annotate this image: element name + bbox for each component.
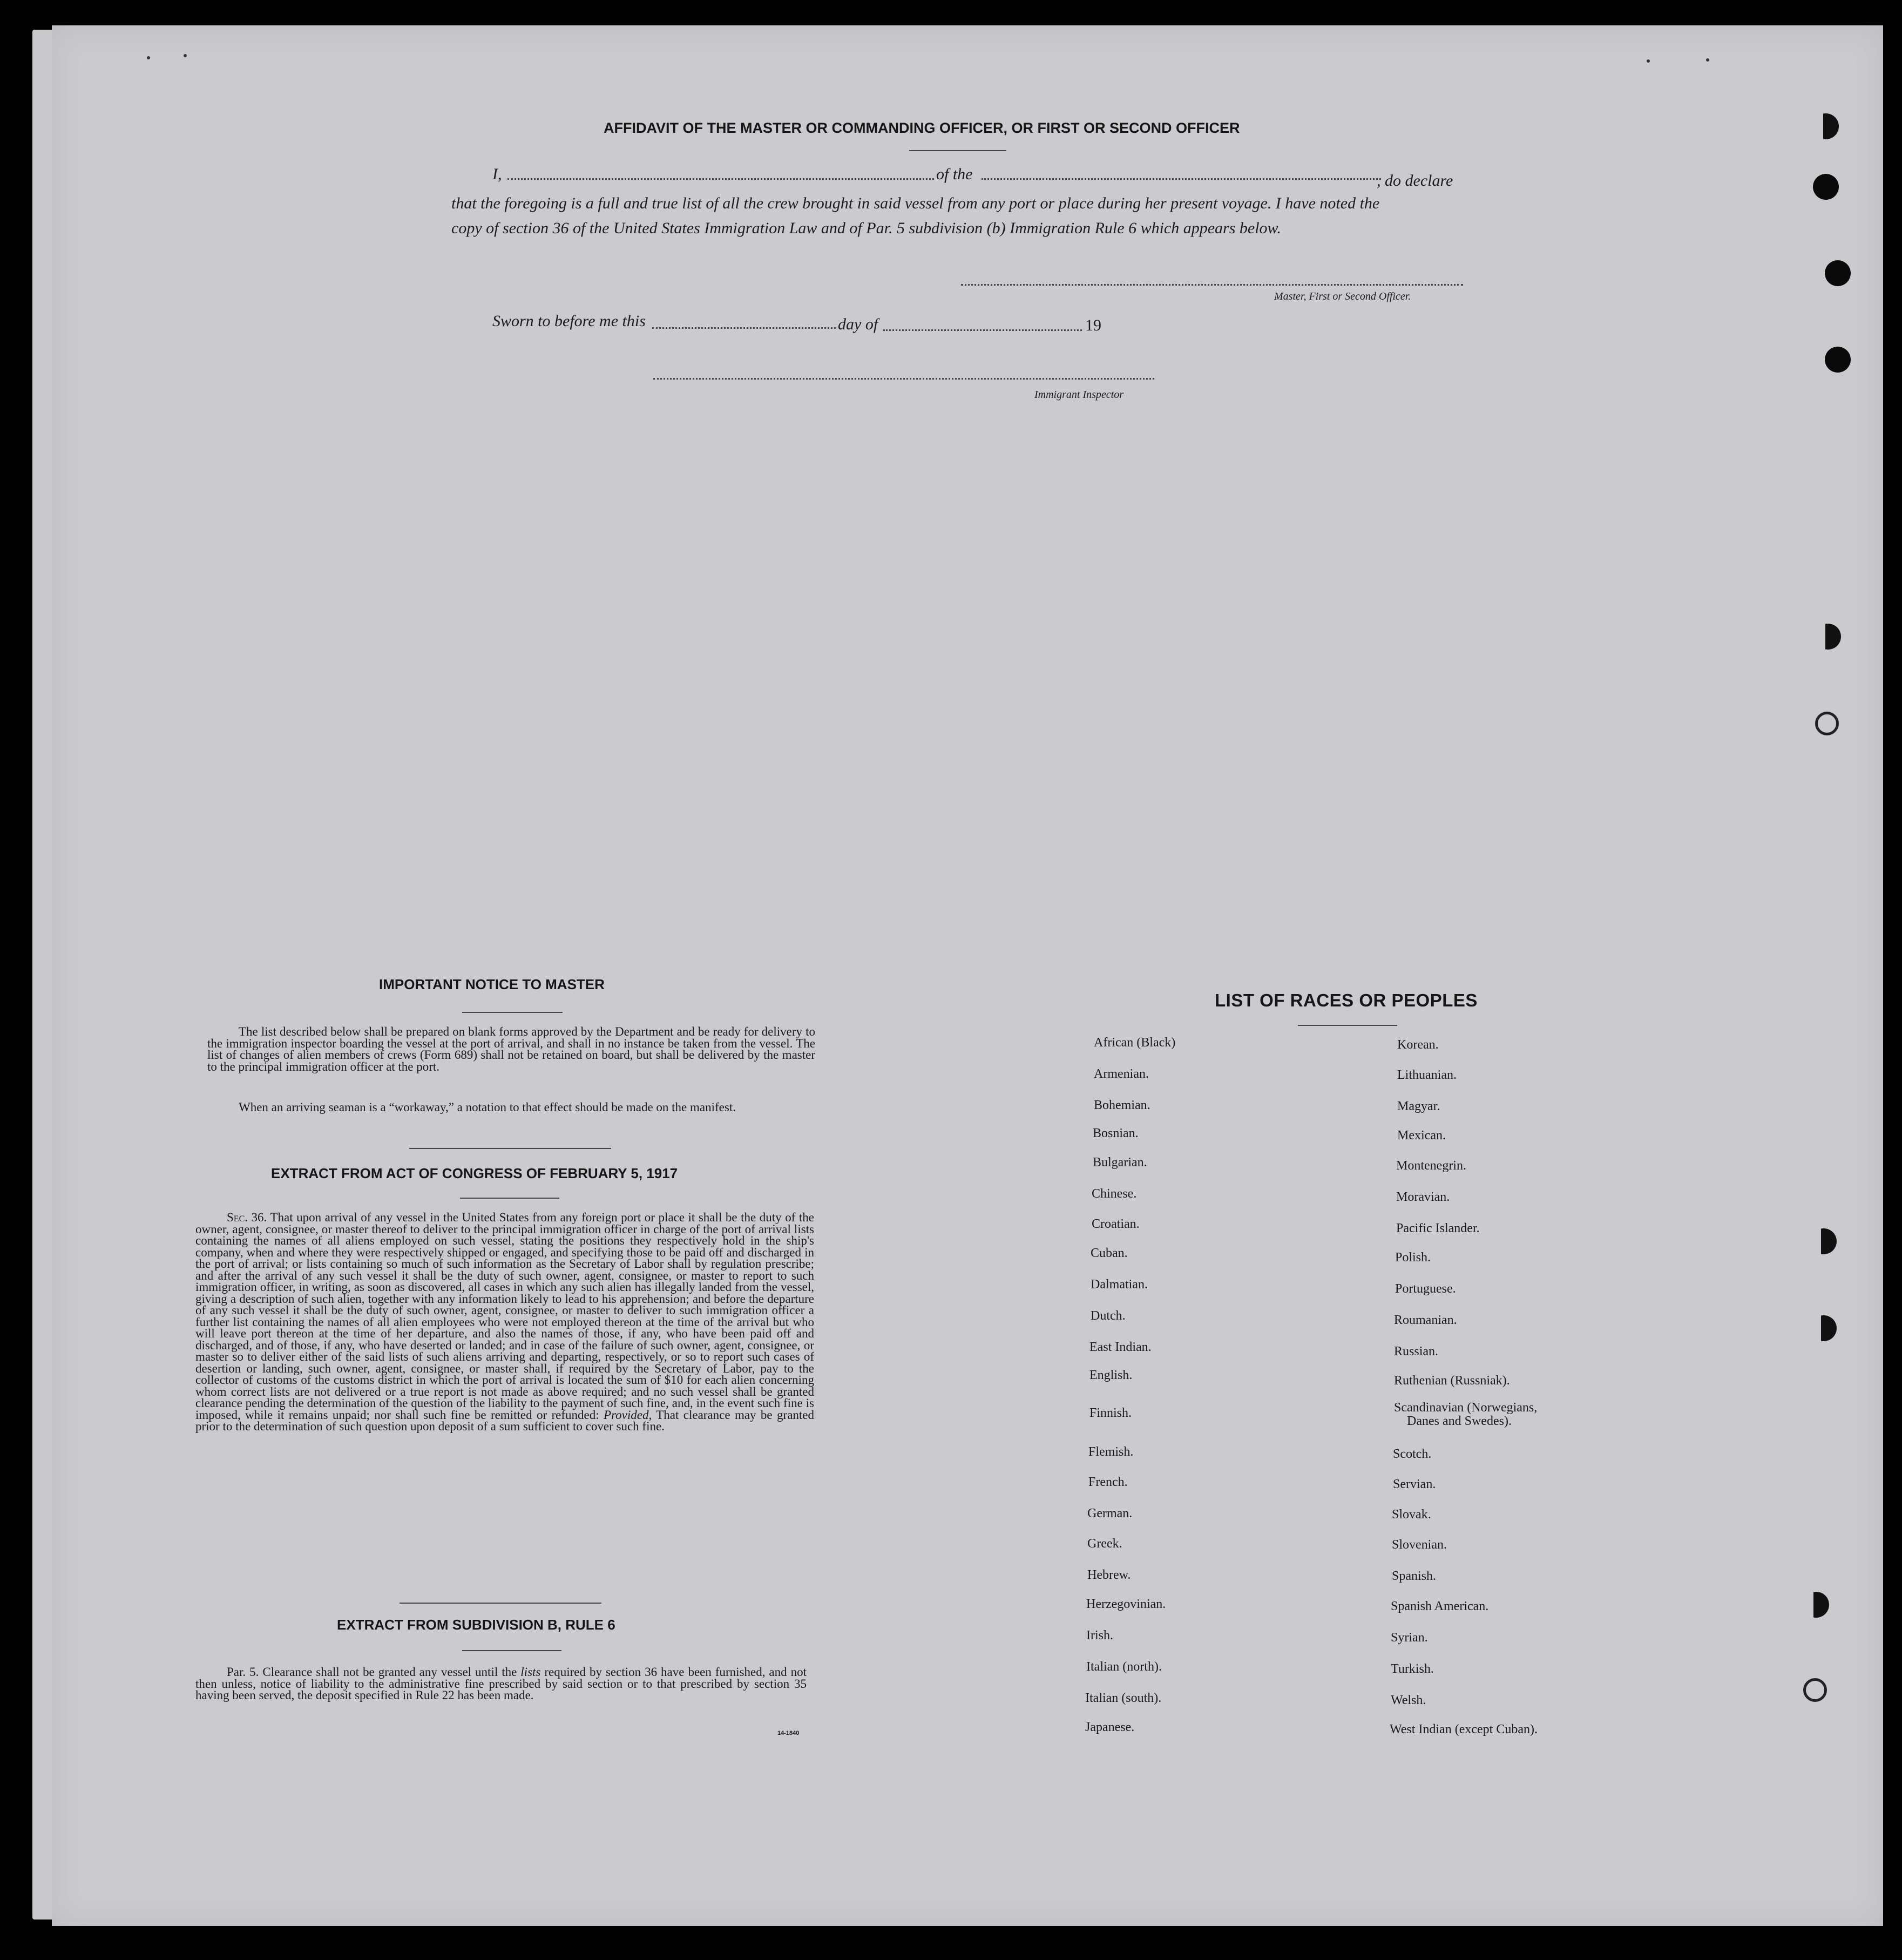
race-list-item: Italian (north). xyxy=(1086,1660,1162,1674)
race-list-item: Moravian. xyxy=(1396,1190,1450,1204)
race-list-item: Russian. xyxy=(1394,1344,1439,1359)
divider xyxy=(400,1603,601,1604)
affiant-label: I, xyxy=(492,165,502,183)
sworn-month-line xyxy=(883,329,1082,331)
rule6-lists-word: lists xyxy=(520,1665,541,1679)
affidavit-title: AFFIDAVIT OF THE MASTER OR COMMANDING OFFICER, OR FIRST OR SECOND OFFICER xyxy=(604,120,1240,136)
speck xyxy=(147,56,150,59)
race-list-item: Hebrew. xyxy=(1087,1568,1131,1582)
race-list-item: Pacific Islander. xyxy=(1396,1221,1480,1235)
race-list-item: Chinese. xyxy=(1092,1187,1137,1201)
speck xyxy=(1647,59,1650,63)
race-list-item: Portuguese. xyxy=(1395,1282,1456,1296)
speck xyxy=(184,54,187,57)
race-list-item: German. xyxy=(1087,1506,1133,1520)
master-signature-line xyxy=(961,284,1463,286)
binder-hole xyxy=(1803,1592,1829,1618)
rule6-text: Par. 5. Clearance shall not be granted any vessel until the xyxy=(227,1665,517,1679)
race-list-item: Turkish. xyxy=(1391,1662,1434,1676)
race-list-item: Finnish. xyxy=(1089,1406,1132,1420)
race-list-item: Armenian. xyxy=(1094,1067,1149,1081)
race-list-item: Scotch. xyxy=(1393,1447,1432,1461)
master-signature-label: Master, First or Second Officer. xyxy=(1274,290,1411,302)
notice-title: IMPORTANT NOTICE TO MASTER xyxy=(379,976,605,992)
race-list-item: Spanish. xyxy=(1392,1569,1437,1583)
race-list-item: Slovak. xyxy=(1392,1508,1431,1522)
binder-hole xyxy=(1803,1678,1827,1702)
race-list-item: Dutch. xyxy=(1091,1309,1126,1323)
race-list-item: Polish. xyxy=(1395,1251,1431,1265)
race-list-item: Japanese. xyxy=(1085,1720,1135,1734)
sworn-day-line xyxy=(652,327,836,329)
race-list-item: West Indian (except Cuban). xyxy=(1390,1722,1538,1736)
race-list-item: Servian. xyxy=(1393,1477,1436,1491)
race-list-item: African (Black) xyxy=(1094,1036,1176,1050)
race-list-item: Bohemian. xyxy=(1094,1098,1150,1112)
race-list-item: Montenegrin. xyxy=(1396,1159,1466,1173)
race-list-item: Herzegovinian. xyxy=(1086,1597,1166,1611)
race-list-item: French. xyxy=(1088,1475,1128,1489)
race-list-item: Scandinavian (Norwegians, xyxy=(1394,1401,1538,1415)
race-list-item: Spanish American. xyxy=(1391,1599,1489,1613)
binder-hole xyxy=(1815,712,1839,735)
race-list-item: Korean. xyxy=(1397,1038,1439,1052)
act-section-text-end: That clearance may be granted prior to the determination of such question upon deposit of a sum sufficient to cover such fine. xyxy=(195,1408,814,1433)
race-list-item: Mexican. xyxy=(1397,1128,1446,1143)
act-title: EXTRACT FROM ACT OF CONGRESS OF FEBRUARY 5, 1917 xyxy=(271,1165,678,1181)
race-list-item: Ruthenian (Russniak). xyxy=(1394,1374,1510,1388)
race-list-item: Danes and Swedes). xyxy=(1407,1414,1512,1428)
binder-hole xyxy=(1825,347,1851,373)
race-list-item: Croatian. xyxy=(1092,1217,1140,1231)
document-page xyxy=(52,25,1883,1926)
races-title: LIST OF RACES OR PEOPLES xyxy=(1215,990,1478,1010)
sworn-label: Sworn to before me this xyxy=(492,312,646,330)
race-list-item: Slovenian. xyxy=(1392,1538,1447,1552)
rule6-text-end: required by section 36 have been furnished, and not then unless, notice of liability to the administrative fine prescribed by said section or to that prescribed by section 35 having been served, the deposit specified in Rule 22 has been made. xyxy=(195,1665,807,1702)
inspector-label: Immigrant Inspector xyxy=(1034,389,1123,401)
race-list-item: Syrian. xyxy=(1391,1631,1428,1645)
race-list-item: Welsh. xyxy=(1391,1693,1426,1707)
notice-paragraph-2-text: When an arriving seaman is a “workaway,” a notation to that effect should be made on the manifest. xyxy=(239,1100,736,1114)
binder-hole xyxy=(1811,1315,1837,1341)
binder-hole xyxy=(1813,174,1839,200)
act-provided-word: Provided, xyxy=(604,1408,652,1422)
divider xyxy=(909,150,1006,151)
act-section-text: That upon arrival of any vessel in the United States from any foreign port or place it shall be the duty of the owner, agent, consignee, or master thereof to deliver to the principal immigration officer in charge of the port of arrival lists containing the names of all aliens employed on such vessel, stating the positions they respectively hold in the ship's company, when and where they were respectively shipped or engaged, and specifying those to be paid off and discharged in the port of arrival; or lists containing so much of such information as the Secretary of Labor shall by regulation prescribe; and after the arrival of any such vessel it shall be the duty of such owner, agent, consignee, or master to report to such immigration officer, in writing, as soon as discovered, all cases in which any such alien has illegally landed from the vessel, giving a description of such alien, together with any information likely to lead to his apprehension; and before the departure of any such vessel it shall be the duty of such owner, agent, consignee, or master to deliver to such immigration officer a further list containing the names of all alien employees who were not employed thereon at the time of the arrival but who will leave port thereon at the time of her departure, and also the names of those, if any, who have been paid off and discharged, and of those, if any, who have deserted or landed; and in case of the failure of such owner, agent, consignee, or master so to deliver either of the said lists of such aliens arriving and departing, respectively, or so to report such cases of desertion or landing, such owner, agent, consignee, or master shall, if required by the Secretary of Labor, pay to the collector of customs of the customs district in which the port of arrival is located the sum of $10 for each alien concerning whom correct lists are not delivered or a true report is not made as above required; and no such vessel shall be granted clearance pending the determination of the question of the liability to the payment of such fine, and, in the event such fine is imposed, while it remains unpaid; nor shall such fine be remitted or refunded: xyxy=(195,1211,814,1422)
notice-paragraph-1 xyxy=(207,1026,815,1072)
divider xyxy=(462,1012,563,1013)
race-list-item: Irish. xyxy=(1086,1628,1113,1643)
race-list-item: Bosnian. xyxy=(1093,1126,1139,1140)
affidavit-line-2: that the foregoing is a full and true list of all the crew brought in said vessel from any port or place during her present voyage. I have noted the xyxy=(451,194,1380,212)
race-list-item: Flemish. xyxy=(1088,1445,1134,1459)
race-list-item: Italian (south). xyxy=(1085,1691,1162,1705)
race-list-item: Magyar. xyxy=(1397,1099,1440,1113)
divider xyxy=(1298,1025,1397,1026)
notice-paragraph-1-text: The list described below shall be prepared on blank forms approved by the Department and be ready for delivery to the immigration inspector boarding the vessel at the port of arrival, and shall in no instance be taken from the vessel. The list of changes of alien members of crews (Form 689) shall not be retained on board, but shall be delivered by the master to the principal immigration officer at the port. xyxy=(207,1025,815,1073)
act-section-36 xyxy=(195,1212,814,1432)
affidavit-line-3: copy of section 36 of the United States Immigration Law and of Par. 5 subdivision (b) Immigration Rule 6 which appears below. xyxy=(451,219,1281,237)
race-list-item: English. xyxy=(1089,1368,1133,1382)
year-prefix: 19 xyxy=(1085,316,1101,334)
affiant-name-line xyxy=(507,178,934,180)
rule6-title: EXTRACT FROM SUBDIVISION B, RULE 6 xyxy=(337,1617,615,1633)
race-list-item: Dalmatian. xyxy=(1091,1278,1148,1292)
race-list-item: Greek. xyxy=(1087,1537,1122,1551)
race-list-item: Cuban. xyxy=(1091,1246,1128,1260)
rule6-paragraph xyxy=(195,1666,807,1701)
race-list-item: Bulgarian. xyxy=(1093,1155,1147,1170)
race-list-item: Lithuanian. xyxy=(1397,1068,1457,1082)
form-number: 14-1840 xyxy=(777,1730,800,1736)
day-of-label: day of xyxy=(838,315,878,333)
binder-hole xyxy=(1815,624,1841,650)
inspector-signature-line xyxy=(653,378,1154,380)
binder-hole xyxy=(1825,260,1851,286)
speck xyxy=(1706,58,1709,62)
vessel-of-label: of the xyxy=(936,165,973,183)
divider xyxy=(460,1198,559,1199)
binder-hole xyxy=(1811,1228,1837,1254)
declare-label: , do declare xyxy=(1377,172,1453,190)
race-list-item: Roumanian. xyxy=(1394,1313,1457,1327)
divider xyxy=(462,1650,561,1651)
act-section-label: Sec. 36. xyxy=(227,1211,267,1224)
divider xyxy=(409,1148,611,1149)
notice-paragraph-2 xyxy=(207,1101,815,1113)
vessel-name-line xyxy=(982,178,1381,180)
race-list-item: East Indian. xyxy=(1089,1340,1152,1354)
binder-hole xyxy=(1813,113,1839,139)
